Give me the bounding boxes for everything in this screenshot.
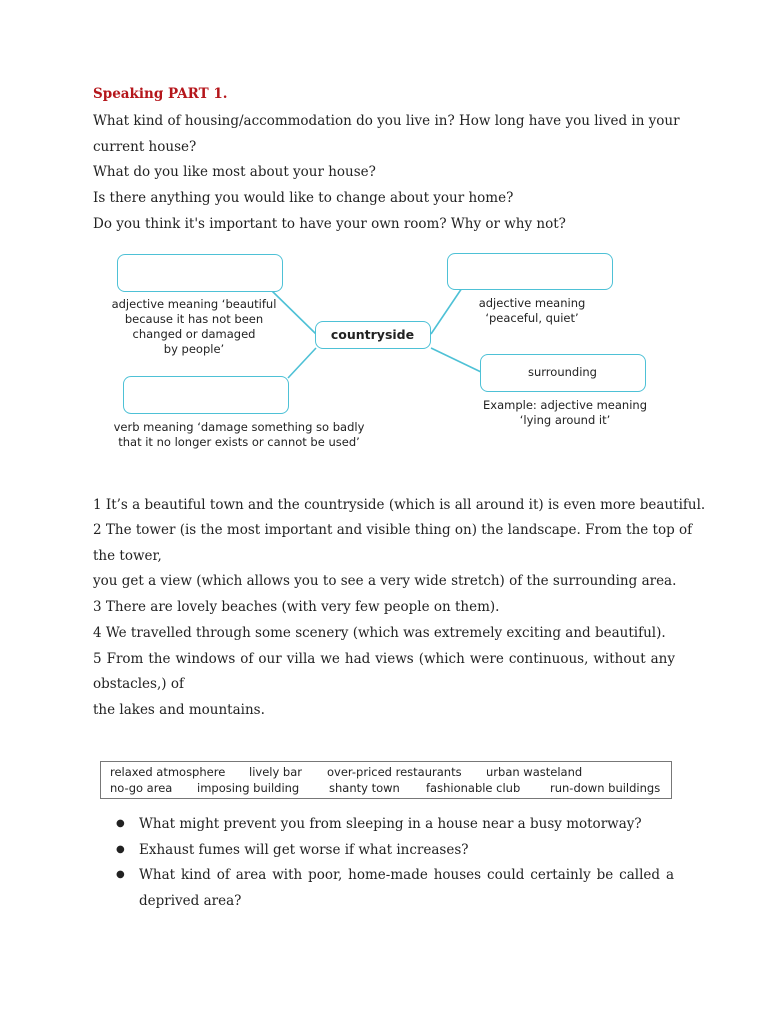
surrounding-node bbox=[480, 354, 646, 392]
top-left-hint: adjective meaning ‘beautiful because it has not been changed or damaged by people’ bbox=[111, 297, 277, 356]
bullet-question: Exhaust fumes will get worse if what increases? bbox=[139, 842, 469, 858]
top-right-hint: adjective meaning ‘peaceful, quiet’ bbox=[478, 296, 586, 325]
bottom-left-hint: verb meaning ‘damage something so badly that it no longer exists or cannot be used’ bbox=[113, 420, 365, 449]
word-chip: imposing building bbox=[197, 781, 300, 795]
example-sentence: 1 It’s a beautiful town and the countryside (which is all around it) is even more beautiful. bbox=[93, 497, 706, 513]
answer-box-bottom-left[interactable] bbox=[123, 376, 289, 414]
vocabulary-word-box bbox=[100, 761, 672, 799]
example-sentence: obstacles,) of bbox=[93, 676, 184, 692]
example-sentence: the tower, bbox=[93, 548, 162, 564]
answer-box-top-right[interactable] bbox=[447, 253, 613, 290]
example-sentence: you get a view (which allows you to see a very wide stretch) of the surrounding area. bbox=[93, 573, 677, 589]
question-line: What kind of housing/accommodation do you live in? How long have you lived in your bbox=[93, 113, 680, 129]
word-chip: run-down buildings bbox=[550, 781, 661, 795]
bullet-icon: ● bbox=[116, 869, 125, 880]
word-chip: lively bar bbox=[249, 765, 303, 779]
center-node bbox=[315, 321, 431, 349]
bullet-question: What kind of area with poor, home-made houses could certainly be called a bbox=[139, 867, 674, 883]
example-sentence: 5 From the windows of our villa we had views (which were continuous, without any bbox=[93, 651, 675, 667]
word-chip: fashionable club bbox=[426, 781, 521, 795]
answer-box-top-left[interactable] bbox=[117, 254, 283, 292]
word-chip: no-go area bbox=[110, 781, 173, 795]
question-line: Is there anything you would like to change about your home? bbox=[93, 190, 514, 206]
vocabulary-mindmap bbox=[104, 248, 664, 458]
example-sentence: 2 The tower (is the most important and visible thing on) the landscape. From the top of bbox=[93, 522, 693, 538]
word-chip: relaxed atmosphere bbox=[110, 765, 226, 779]
right-hint: Example: adjective meaning ‘lying around it’ bbox=[483, 398, 647, 427]
word-chip: over-priced restaurants bbox=[327, 765, 462, 779]
question-line: What do you like most about your house? bbox=[93, 164, 376, 180]
center-node-label: countryside bbox=[330, 327, 415, 342]
section-heading: Speaking PART 1. bbox=[93, 86, 228, 102]
word-chip: urban wasteland bbox=[486, 765, 583, 779]
example-sentence: 4 We travelled through some scenery (which was extremely exciting and beautiful). bbox=[93, 625, 666, 641]
word-chip: shanty town bbox=[329, 781, 400, 795]
bullet-icon: ● bbox=[116, 844, 125, 855]
bullet-icon: ● bbox=[116, 818, 125, 829]
question-line: current house? bbox=[93, 139, 197, 155]
example-sentence: the lakes and mountains. bbox=[93, 702, 265, 718]
question-line: Do you think it's important to have your own room? Why or why not? bbox=[93, 216, 566, 232]
bullet-question: What might prevent you from sleeping in a house near a busy motorway? bbox=[139, 816, 642, 832]
example-sentence: 3 There are lovely beaches (with very few people on them). bbox=[93, 599, 500, 615]
bullet-question: deprived area? bbox=[139, 893, 242, 909]
surrounding-node-label: surrounding bbox=[528, 365, 597, 379]
